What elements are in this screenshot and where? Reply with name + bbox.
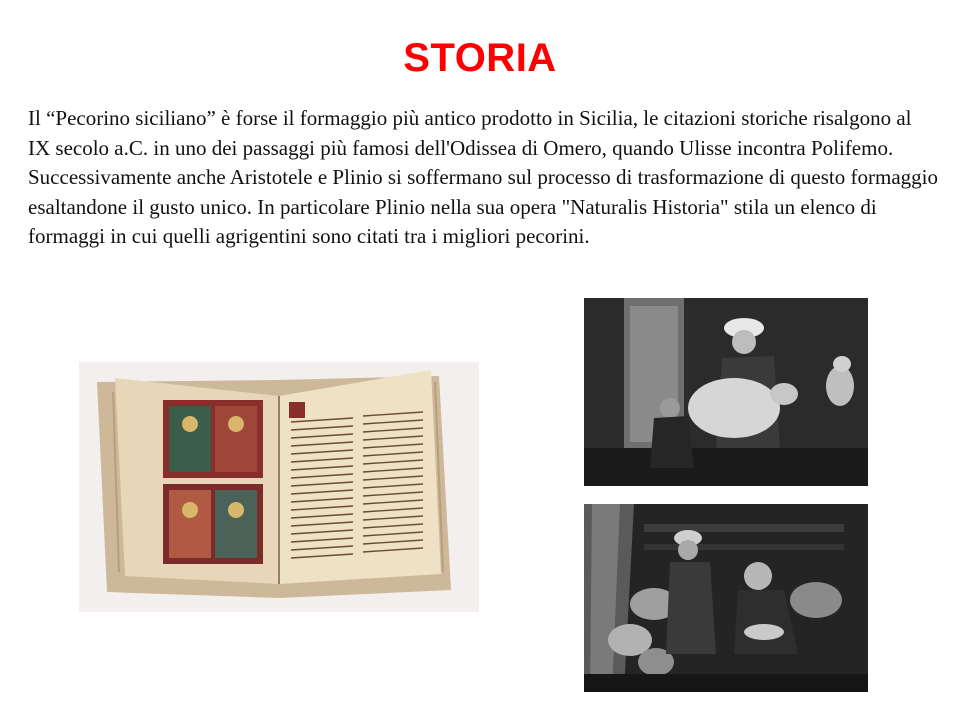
- shepherd-sheep-bw-photo: [584, 298, 868, 486]
- slide-title: STORIA: [403, 36, 557, 80]
- illuminated-manuscript-photo: [79, 362, 479, 612]
- history-paragraph: Il “Pecorino siciliano” è forse il formaggio più antico prodotto in Sicilia, le citazioni storiche risalgono al IX secolo a.C. in uno dei passaggi più famosi dell'Odissea di Omero, quando Ulisse incontra Polifemo. Successivamente anche Aristotele e Plinio si soffermano sul processo di trasformazione di questo formaggio esaltandone il gusto unico. In particolare Plinio nella sua opera "Naturalis Historia" stila un elenco di formaggi in cui quelli agrigentini sono citati tra i migliori pecorini.: [28, 106, 938, 248]
- shepherds-milking-bw-photo: [584, 504, 868, 692]
